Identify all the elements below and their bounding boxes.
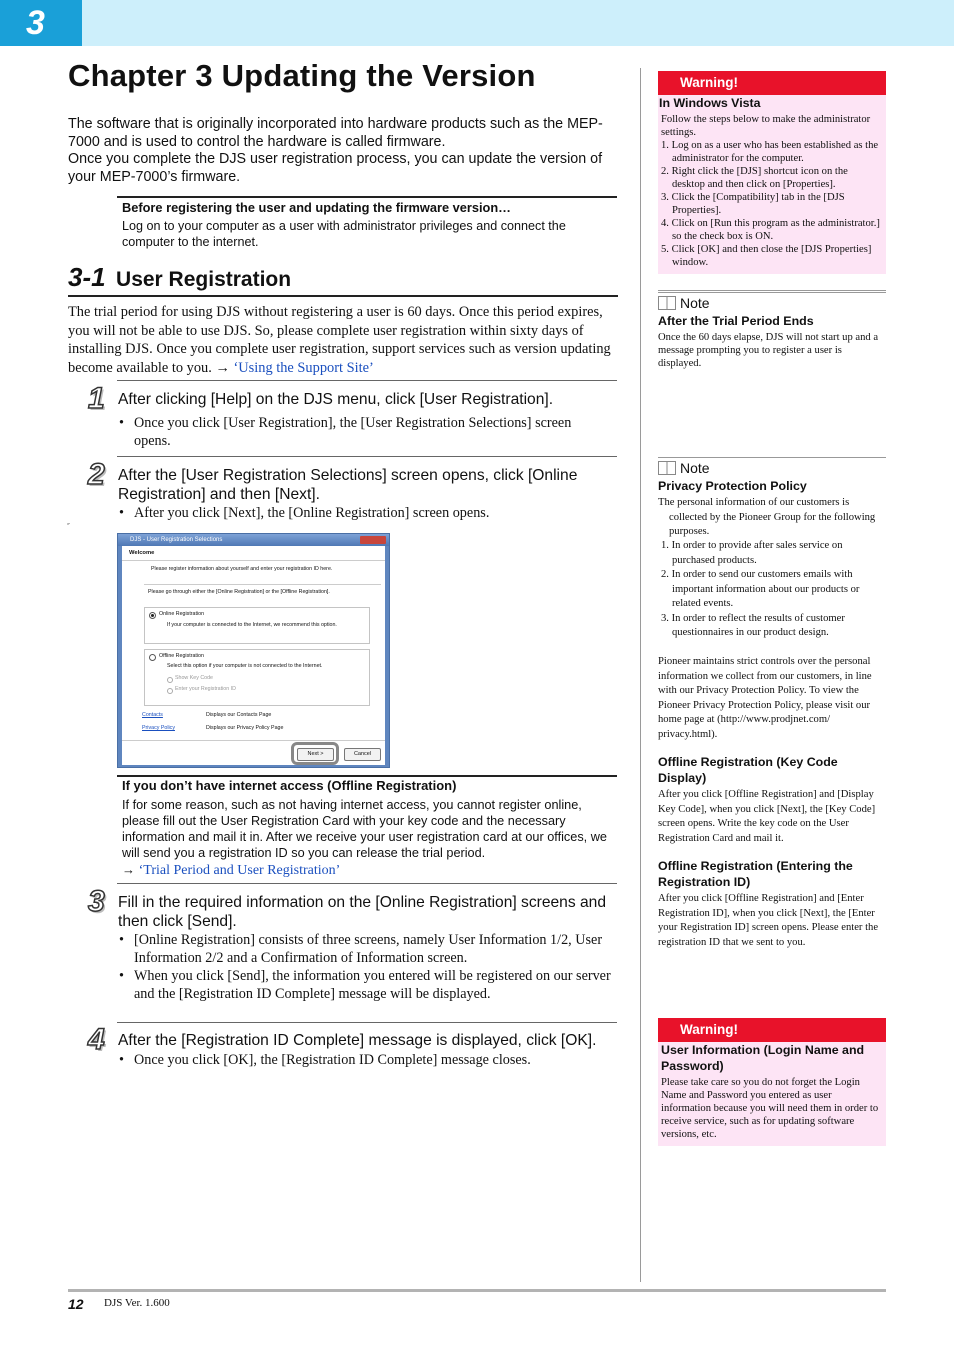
- dialog-separator: [122, 560, 385, 561]
- note-2-intro: The personal information of our customers is collected by the Pioneer Group for the following purposes.: [658, 497, 876, 537]
- bullet-text: [Online Registration] consists of three screens, namely User Information 1/2, User Information 2/2 and a Confirmation of Information screen.: [134, 932, 603, 966]
- note-1-text: Once the 60 days elapse, DJS will not start up and a message prompting you to register a user is displayed.: [658, 332, 879, 369]
- warning-1-item: 5. Click [OK] and then close the [DJS Properties] window.: [661, 244, 872, 268]
- offline-option-group[interactable]: [144, 649, 370, 706]
- note-1-header: [658, 294, 710, 312]
- section-title: User Registration: [116, 268, 292, 291]
- bullet-text: After you click [Next], the [Online Registration] screen opens.: [134, 505, 490, 521]
- section-heading: [68, 262, 618, 294]
- note-2-item: 1. In order to provide after sales service on purchased products.: [661, 540, 843, 566]
- warning-2-text: Please take care so you do not forget the Login Name and Password you entered as user information because you will need them in order to receive service, such as for updating software versions, etc.: [661, 1077, 879, 1140]
- note-1-rule: [658, 290, 886, 293]
- offline-box-text: If for some reason, such as not having internet access, you cannot register online, please fill out the User Registration Card with your key code and the necessary information and mail it in. After we receive your user registration card at our offices, we will send you a registration ID so you can release the trial period.: [122, 798, 607, 860]
- bullet-mark: •: [119, 415, 124, 431]
- note-2-sub2-title: Offline Registration (Entering the Registration ID): [658, 859, 853, 889]
- warning-2-box: [658, 1042, 886, 1146]
- step-1-rule: [117, 380, 617, 381]
- dialog-close-icon[interactable]: [360, 536, 386, 544]
- offline-desc: Select this option if your computer is not connected to the Internet.: [167, 663, 323, 669]
- show-key-label: Show Key Code: [175, 675, 213, 681]
- bullet-text: When you click [Send], the information you entered will be registered on our server and the [Registration ID Complete] message will be displayed.: [134, 968, 611, 1002]
- step-2-rule: [117, 456, 617, 457]
- warning-1-item: 2. Right click the [DJS] shortcut icon on the desktop and then click on [Properties].: [661, 166, 848, 190]
- before-box-rule: [117, 196, 617, 198]
- contacts-desc: Displays our Contacts Page: [206, 712, 272, 718]
- note-2-sub2-text: After you click [Offline Registration] and [Enter Registration ID], when you click [Next], the [Enter your Registration ID] screen opens. Please enter the registration ID that we sent to you.: [658, 893, 879, 948]
- cancel-button[interactable]: Cancel: [344, 748, 381, 761]
- dialog-separator: [122, 740, 385, 741]
- warning-1-intro: Follow the steps below to make the administrator settings.: [661, 114, 871, 138]
- show-key-radio[interactable]: [167, 677, 173, 683]
- offline-box-heading: If you don’t have internet access (Offline Registration): [122, 778, 457, 793]
- note-2-rule: [658, 457, 886, 458]
- dialog-titlebar: DJS - User Registration Selections: [118, 534, 389, 546]
- warning-1-item: 3. Click the [Compatibility] tab in the [DJS Properties].: [661, 192, 845, 216]
- arrow-glyph: →: [215, 359, 230, 376]
- section-body: [68, 303, 617, 377]
- note-2-list: [661, 539, 883, 641]
- note-2-header: [658, 459, 710, 477]
- section-rule: [68, 295, 618, 297]
- page-number: 12: [68, 1296, 84, 1312]
- online-label: Online Registration: [159, 611, 205, 617]
- chapter-number-badge: 3: [0, 0, 82, 46]
- step-3-title: Fill in the required information on the [Online Registration] screens and then click [Send].: [118, 894, 606, 930]
- bullet-text: Once you click [User Registration], the [User Registration Selections] screen opens.: [134, 415, 572, 449]
- step-4-number: 4: [88, 1023, 105, 1056]
- chapter-header-band: [0, 0, 954, 46]
- support-site-link[interactable]: ‘Using the Support Site’: [233, 359, 374, 376]
- offline-box-link-line: [122, 861, 616, 880]
- intro-paragraph-2: Once you complete the DJS user registration process, you can update the version of your MEP-7000’s firmware.: [68, 151, 603, 185]
- warning-1-title: In Windows Vista: [659, 96, 761, 110]
- dialog-choose: Please go through either the [Online Registration] or the [Offline Registration].: [148, 589, 330, 595]
- section-number: 3-1: [68, 262, 106, 292]
- bullet-mark: •: [119, 1052, 124, 1068]
- note-2-sub1-title: Offline Registration (Key Code Display): [658, 755, 838, 785]
- offline-label: Offline Registration: [159, 653, 204, 659]
- warning-2-title: User Information (Login Name and Password): [661, 1043, 865, 1073]
- note-2-paragraph: Pioneer maintains strict controls over the personal information we collect from our customers, in line with our Privacy Protection Policy. To view the Pioneer Privacy Protection Policy, please visit our home page at (http://www.prodjnet.com/ privacy.html).: [658, 656, 872, 740]
- step-3-bullet-1: [119, 932, 614, 968]
- online-desc: If your computer is connected to the Internet, we recommend this option.: [167, 622, 337, 628]
- privacy-desc: Displays our Privacy Policy Page: [206, 725, 284, 731]
- enter-id-label: Enter your Registration ID: [175, 686, 236, 692]
- offline-radio[interactable]: [149, 654, 156, 661]
- dialog-intro: Please register information about yourself and enter your registration ID here.: [151, 566, 333, 572]
- note-2-title: Privacy Protection Policy: [658, 479, 807, 493]
- warning-1-list: [661, 139, 883, 269]
- chapter-title: Chapter 3 Updating the Version: [68, 58, 536, 93]
- step-1-bullet: [119, 415, 589, 451]
- step-4-title: After the [Registration ID Complete] message is displayed, click [OK].: [118, 1032, 597, 1049]
- book-icon: [658, 296, 676, 310]
- bullet-text: Once you click [OK], the [Registration ID Complete] message closes.: [134, 1052, 531, 1068]
- trial-period-link[interactable]: ‘Trial Period and User Registration’: [138, 863, 341, 878]
- note-2-item: 2. In order to send our customers emails with important information about our products or related events.: [661, 569, 860, 609]
- step-2-number: 2: [88, 458, 105, 491]
- footer-version: DJS Ver. 1.600: [104, 1297, 170, 1309]
- enter-id-radio[interactable]: [167, 688, 173, 694]
- step-1-number: 1: [88, 382, 105, 415]
- online-radio[interactable]: [149, 612, 156, 619]
- warning-1-item: 1. Log on as a user who has been established as the administrator for the computer.: [661, 140, 879, 164]
- intro-paragraph-1: The software that is originally incorporated into hardware products such as the MEP-7000 and is used to control the hardware is called firmware.: [68, 116, 603, 150]
- bullet-mark: •: [119, 932, 124, 948]
- step-3-bullet-2: [119, 968, 614, 1004]
- before-box-text: Log on to your computer as a user with administrator privileges and connect the computer to the internet.: [122, 219, 566, 249]
- registration-dialog-screenshot: [117, 533, 390, 768]
- note-2-sub1-text: After you click [Offline Registration] and [Display Key Code], when you click [Next], the [Key Code] screen opens. Write the key code on the User Registration Card and mail it.: [658, 789, 876, 844]
- bullet-mark: •: [119, 968, 124, 984]
- warning-1-item: 4. Click on [Run this program as the administrator.] so the check box is ON.: [661, 218, 880, 242]
- stray-mark: ˝: [67, 524, 70, 531]
- step-3-number: 3: [88, 885, 105, 918]
- arrow-glyph: →: [122, 862, 135, 877]
- note-1-label: Note: [680, 295, 710, 311]
- dialog-welcome: Welcome: [129, 550, 155, 556]
- contacts-link[interactable]: Contacts: [142, 712, 163, 718]
- footer-rule: [68, 1289, 886, 1292]
- step-1-title: After clicking [Help] on the DJS menu, click [User Registration].: [118, 391, 554, 408]
- privacy-link[interactable]: Privacy Policy: [142, 725, 175, 731]
- step-3-rule: [117, 883, 617, 884]
- note-1-title: After the Trial Period Ends: [658, 314, 814, 328]
- dialog-separator: [144, 584, 381, 585]
- online-option-group[interactable]: [144, 607, 370, 644]
- bullet-mark: •: [119, 505, 124, 521]
- book-icon: [658, 461, 676, 475]
- step-2-bullet: [119, 505, 589, 525]
- step-4-bullet: [119, 1052, 589, 1072]
- before-box-heading: Before registering the user and updating the firmware version…: [122, 200, 511, 215]
- section-body-text: The trial period for using DJS without registering a user is 60 days. Once this period expires, you will not be able to use DJS. So, please complete user registration within sixty days of installing DJS. Once you complete user registration, support services such as version updating become available to you.: [68, 304, 611, 376]
- warning-1-box: [658, 95, 886, 274]
- warning-1-header: Warning!: [658, 71, 886, 95]
- next-button[interactable]: Next >: [297, 748, 334, 761]
- warning-2-header: Warning!: [658, 1018, 886, 1042]
- step-2-title: After the [User Registration Selections] screen opens, click [Online Registration] and then [Next].: [118, 467, 578, 503]
- step-4-rule: [117, 1022, 617, 1023]
- note-2-label: Note: [680, 460, 710, 476]
- dialog-body: [122, 546, 385, 765]
- note-2-item: 3. In order to reflect the results of customer questionnaires in our product design.: [661, 612, 845, 638]
- column-divider: [640, 68, 641, 1282]
